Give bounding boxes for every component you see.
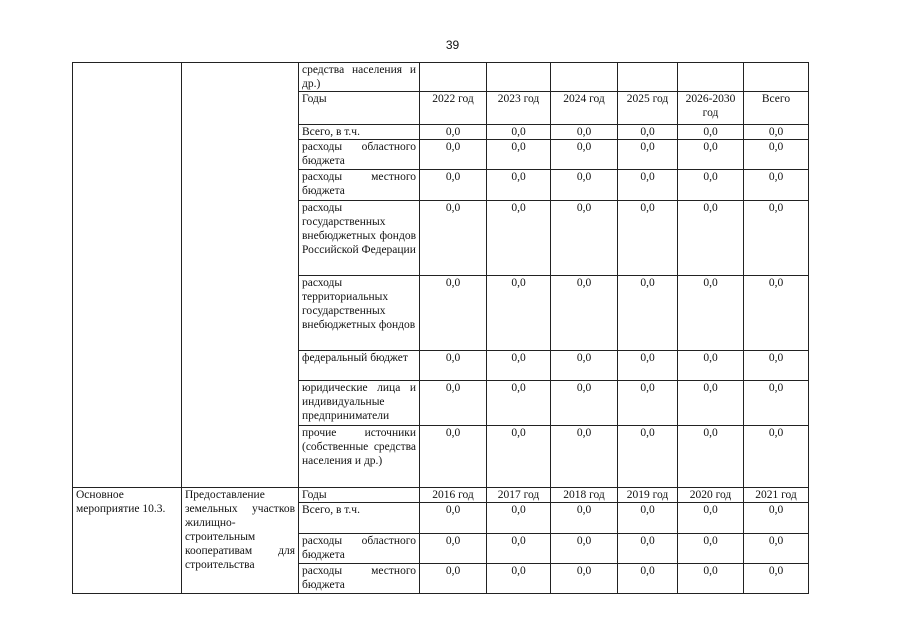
table-header-row [73, 488, 809, 503]
value-cell: 0,0 [678, 426, 744, 488]
row-label: расходы государственных внебюджетных фондов Российской Федерации [299, 201, 420, 276]
year-header: 2023 год [487, 92, 551, 125]
value-cell: 0,0 [487, 140, 551, 170]
value-cell: 0,0 [551, 276, 618, 351]
value-cell: 0,0 [551, 201, 618, 276]
value-cell [744, 63, 809, 92]
value-cell: 0,0 [678, 381, 744, 426]
value-cell: 0,0 [420, 125, 487, 140]
value-cell: 0,0 [678, 140, 744, 170]
value-cell: 0,0 [678, 564, 744, 594]
year-header: 2024 год [551, 92, 618, 125]
value-cell: 0,0 [487, 381, 551, 426]
value-cell: 0,0 [551, 564, 618, 594]
value-cell: 0,0 [618, 170, 678, 201]
row-label: расходы местного бюджета [299, 564, 420, 594]
value-cell: 0,0 [420, 276, 487, 351]
value-cell: 0,0 [487, 503, 551, 534]
row-label: Всего, в т.ч. [299, 125, 420, 140]
year-header: 2025 год [618, 92, 678, 125]
value-cell: 0,0 [678, 276, 744, 351]
value-cell: 0,0 [551, 381, 618, 426]
value-cell: 0,0 [487, 564, 551, 594]
row-label: прочие источники (собственные средства населения и др.) [299, 426, 420, 488]
value-cell: 0,0 [744, 170, 809, 201]
value-cell: 0,0 [420, 426, 487, 488]
value-cell: 0,0 [618, 381, 678, 426]
blank-measure-cell [73, 63, 182, 488]
year-header: 2020 год [678, 488, 744, 503]
value-cell: 0,0 [744, 381, 809, 426]
value-cell: 0,0 [420, 351, 487, 381]
value-cell: 0,0 [487, 201, 551, 276]
value-cell: 0,0 [420, 201, 487, 276]
value-cell: 0,0 [678, 351, 744, 381]
value-cell: 0,0 [551, 170, 618, 201]
value-cell: 0,0 [551, 125, 618, 140]
value-cell: 0,0 [744, 564, 809, 594]
value-cell: 0,0 [618, 125, 678, 140]
years-label: Годы [299, 488, 420, 503]
row-label: юридические лица и индивидуальные предприниматели [299, 381, 420, 426]
value-cell: 0,0 [487, 125, 551, 140]
value-cell: 0,0 [551, 534, 618, 564]
value-cell: 0,0 [744, 201, 809, 276]
year-header: 2019 год [618, 488, 678, 503]
value-cell: 0,0 [487, 276, 551, 351]
row-label: расходы территориальных государственных внебюджетных фондов [299, 276, 420, 351]
year-header: Всего [744, 92, 809, 125]
value-cell: 0,0 [487, 534, 551, 564]
value-cell: 0,0 [487, 170, 551, 201]
value-cell: 0,0 [420, 170, 487, 201]
years-label: Годы [299, 92, 420, 125]
year-header: 2017 год [487, 488, 551, 503]
row-label: расходы областного бюджета [299, 140, 420, 170]
value-cell: 0,0 [551, 351, 618, 381]
measure-name: Основное мероприятие 10.3. [73, 488, 182, 594]
page-number: 39 [445, 38, 460, 52]
year-header: 2018 год [551, 488, 618, 503]
value-cell: 0,0 [618, 426, 678, 488]
value-cell [678, 63, 744, 92]
value-cell: 0,0 [420, 381, 487, 426]
row-label: расходы местного бюджета [299, 170, 420, 201]
value-cell: 0,0 [678, 170, 744, 201]
value-cell: 0,0 [487, 426, 551, 488]
value-cell [420, 63, 487, 92]
row-label: Всего, в т.ч. [299, 503, 420, 534]
value-cell: 0,0 [618, 276, 678, 351]
row-label: расходы областного бюджета [299, 534, 420, 564]
table-row [73, 63, 809, 92]
value-cell: 0,0 [744, 125, 809, 140]
value-cell: 0,0 [678, 125, 744, 140]
value-cell: 0,0 [420, 503, 487, 534]
blank-description-cell [182, 63, 299, 488]
row-label: средства населения и др.) [299, 63, 420, 92]
value-cell: 0,0 [420, 140, 487, 170]
year-header: 2021 год [744, 488, 809, 503]
value-cell: 0,0 [678, 503, 744, 534]
funding-table [72, 62, 809, 594]
value-cell: 0,0 [744, 276, 809, 351]
value-cell: 0,0 [678, 201, 744, 276]
row-label: федеральный бюджет [299, 351, 420, 381]
value-cell: 0,0 [744, 140, 809, 170]
year-header: 2022 год [420, 92, 487, 125]
value-cell: 0,0 [618, 201, 678, 276]
value-cell: 0,0 [744, 534, 809, 564]
value-cell: 0,0 [551, 503, 618, 534]
value-cell: 0,0 [618, 351, 678, 381]
value-cell: 0,0 [618, 140, 678, 170]
year-header: 2026-2030 год [678, 92, 744, 125]
value-cell: 0,0 [744, 351, 809, 381]
value-cell: 0,0 [420, 534, 487, 564]
table-body [73, 63, 809, 594]
value-cell: 0,0 [420, 564, 487, 594]
value-cell [487, 63, 551, 92]
value-cell: 0,0 [551, 426, 618, 488]
value-cell: 0,0 [744, 426, 809, 488]
value-cell: 0,0 [551, 140, 618, 170]
value-cell [618, 63, 678, 92]
measure-description: Предоставление земельных участков жилищно-строительным кооперативам для строительства [182, 488, 299, 594]
value-cell: 0,0 [487, 351, 551, 381]
value-cell: 0,0 [618, 534, 678, 564]
value-cell: 0,0 [618, 503, 678, 534]
value-cell: 0,0 [618, 564, 678, 594]
value-cell: 0,0 [744, 503, 809, 534]
value-cell: 0,0 [678, 534, 744, 564]
year-header: 2016 год [420, 488, 487, 503]
value-cell [551, 63, 618, 92]
